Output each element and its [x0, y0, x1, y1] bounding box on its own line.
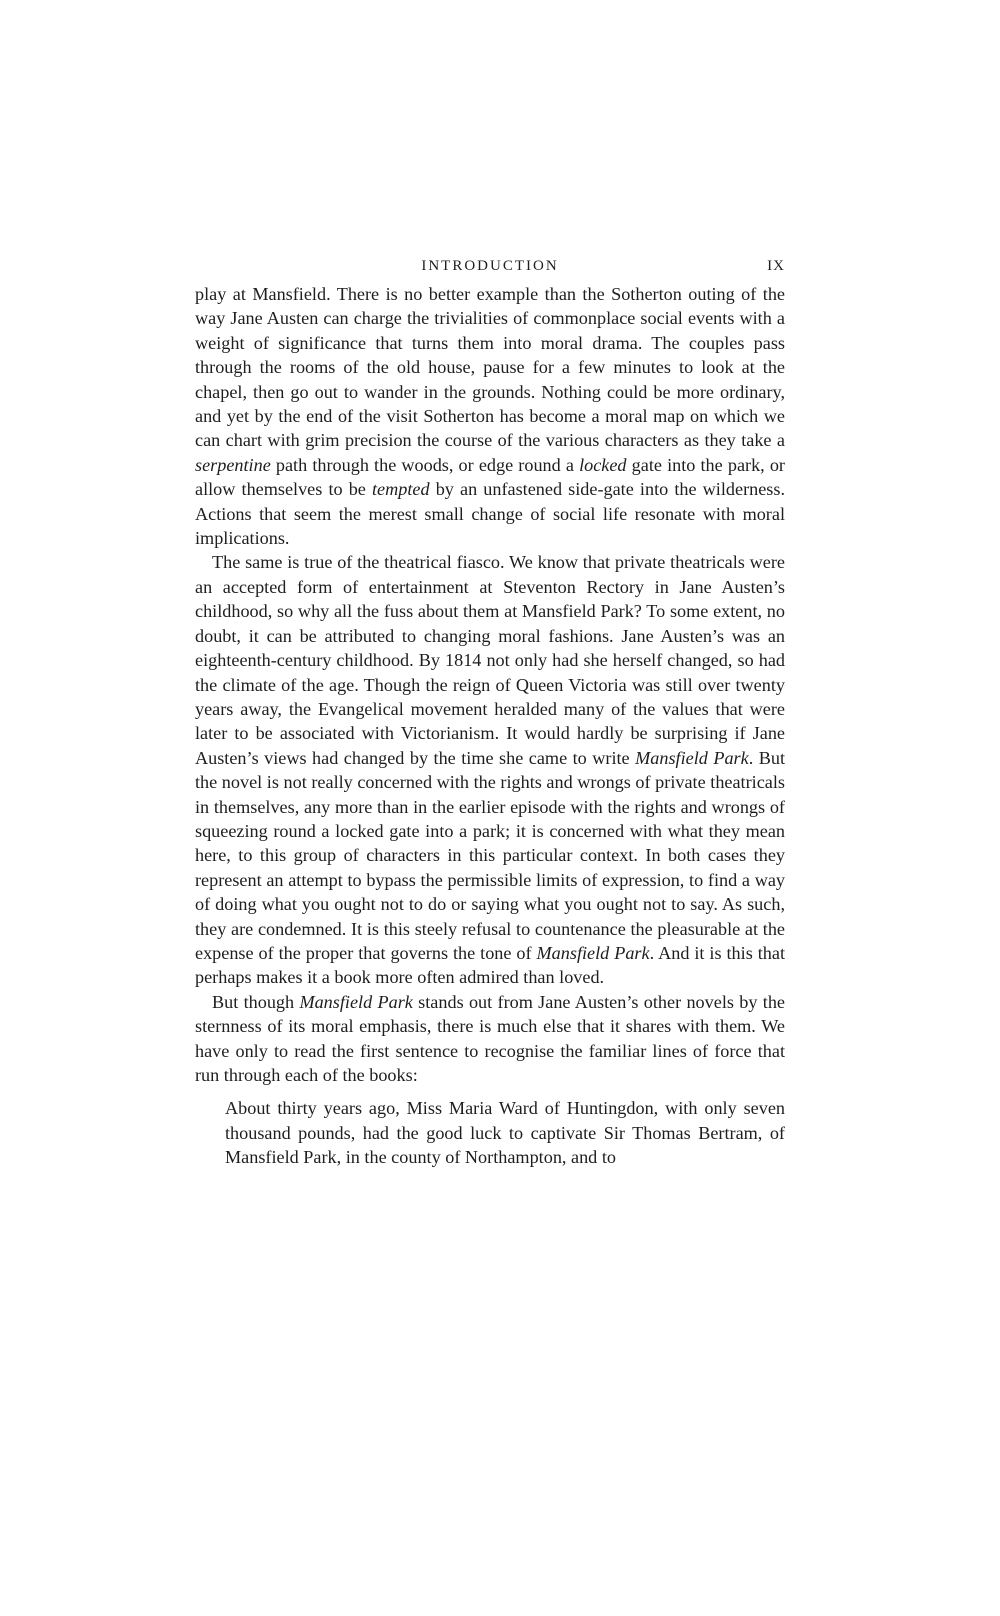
paragraph-3	[195, 990, 785, 1088]
paragraph-1-italic-tempted: tempted	[372, 479, 430, 500]
paragraph-1-italic-serpentine: serpentine	[195, 454, 271, 475]
paragraph-1-text-3: gate into the park, or allow themselves to be	[195, 454, 785, 500]
paragraph-2-italic-title-1: Mansfield Park	[635, 747, 749, 768]
paragraph-1-text-1: play at Mansfield. There is no better example than the Sotherton outing of the way Jane Austen can charge the trivialities of commonplace social events with a weight of significance that turns them into moral drama. The couples pass through the rooms of the old house, pause for a few minutes to look at the chapel, then go out to wander in the grounds. Nothing could be more ordinary, and yet by the end of the visit Sotherton has become a moral map on which we can chart with grim precision the course of the various characters as they take a	[195, 284, 785, 451]
paragraph-1-italic-locked: locked	[579, 454, 627, 475]
paragraph-2-italic-title-2: Mansfield Park	[536, 942, 650, 963]
paragraph-3-text-1: But though	[212, 991, 300, 1012]
running-head	[195, 258, 785, 282]
paragraph-2-text-1: The same is true of the theatrical fiasco. We know that private theatricals were an accepted form of entertainment at Steventon Rectory in Jane Austen’s childhood, so why all the fuss about them at Mansfield Park? To some extent, no doubt, it can be attributed to changing moral fashions. Jane Austen’s was an eighteenth-century childhood. By 1814 not only had she herself changed, so had the climate of the age. Though the reign of Queen Victoria was still over twenty years away, the Evangelical movement heralded many of the values that were later to be associated with Victorianism. It would hardly be surprising if Jane Austen’s views had changed by the time she came to write	[195, 552, 785, 768]
page-number: IX	[767, 258, 785, 274]
book-page	[195, 258, 785, 1170]
block-quotation: About thirty years ago, Miss Maria Ward of Huntingdon, with only seven thousand pounds, had the good luck to captivate Sir Thomas Bertram, of Mansfield Park, in the county of Northampton, and to	[225, 1098, 785, 1168]
paragraph-1-text-4: by an unfastened side-gate into the wilderness. Actions that seem the merest small change of social life resonate with moral implications.	[195, 479, 785, 549]
paragraph-2	[195, 550, 785, 989]
paragraph-1	[195, 282, 785, 550]
body-text	[195, 282, 785, 1087]
paragraph-3-text-2: stands out from Jane Austen’s other novels by the sternness of its moral emphasis, there is much else that it shares with them. We have only to read the first sentence to recognise the familiar lines of force that run through each of the books:	[195, 991, 785, 1085]
paragraph-2-text-3: . And it is this that perhaps makes it a book more often admired than loved.	[195, 942, 786, 988]
running-head-title: INTRODUCTION	[421, 258, 559, 274]
paragraph-2-text-2: . But the novel is not really concerned with the rights and wrongs of private theatricals in themselves, any more than in the earlier episode with the rights and wrongs of squeezing round a locked gate into a park; it is concerned with what they mean here, to this group of characters in this particular context. In both cases they represent an attempt to bypass the permissible limits of expression, to find a way of doing what you ought not to do or saying what you ought not to say. As such, they are condemned. It is this steely refusal to countenance the pleasurable at the expense of the proper that governs the tone of	[195, 747, 785, 963]
paragraph-1-text-2: path through the woods, or edge round a	[270, 454, 580, 475]
paragraph-3-italic-title: Mansfield Park	[299, 991, 413, 1012]
